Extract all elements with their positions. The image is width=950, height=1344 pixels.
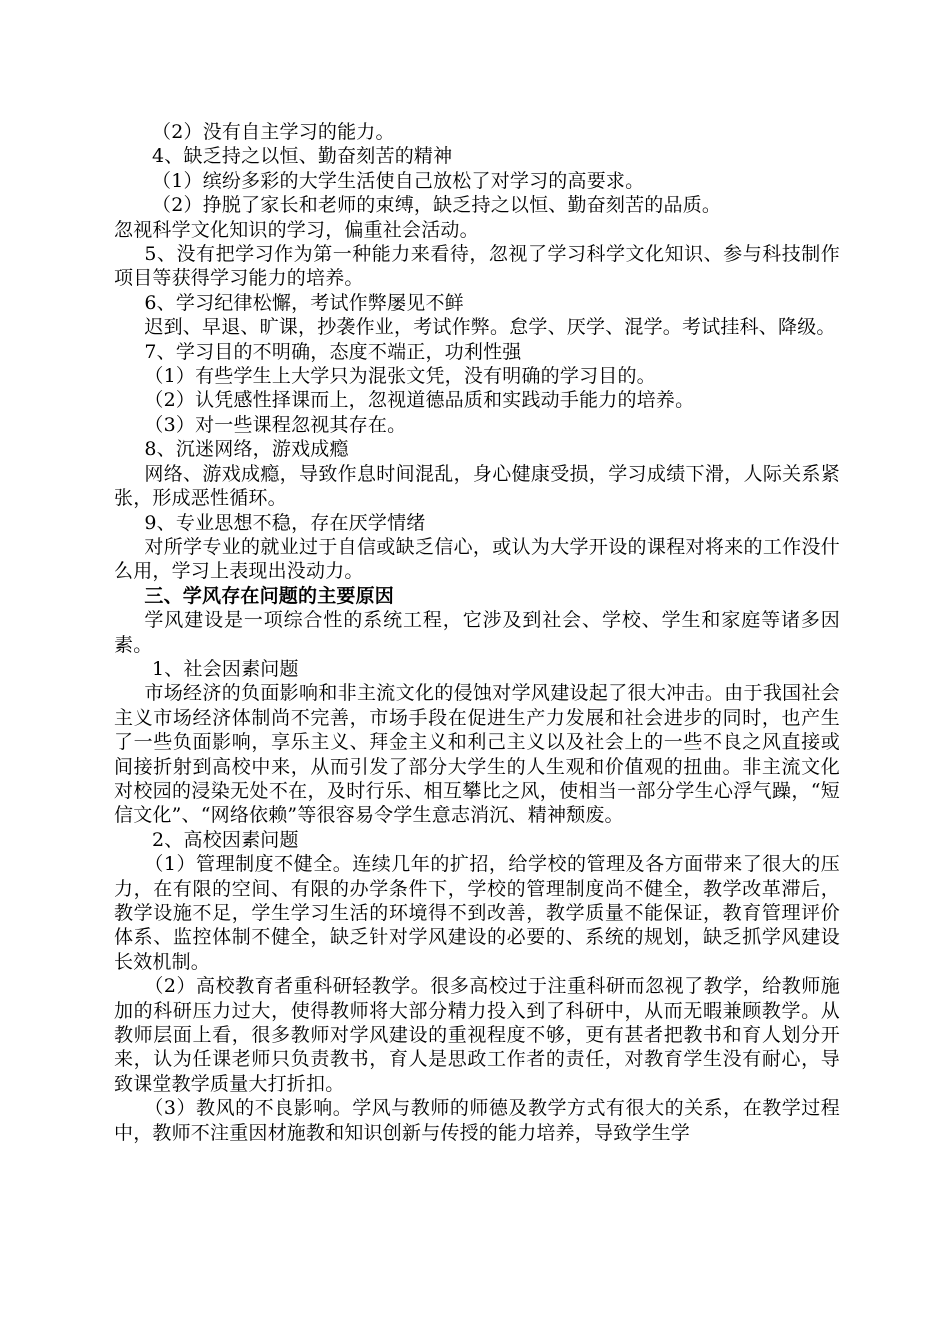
paragraph: （2）没有自主学习的能力。 — [152, 121, 395, 143]
paragraph: 迟到、早退、旷课，抄袭作业，考试作弊。怠学、厌学、混学。考试挂科、降级。 — [144, 316, 836, 339]
paragraph: （2）高校教育者重科研轻教学。很多高校过于注重科研而忽视了教学，给教师施加的科研压力过大，使得教师将大部分精力投入到了科研中，从而无暇兼顾教学。从教师层面上看，很多教师对学风建设的重视程度不够，更有甚者把教书和育人划分开来，认为任课老师只负责教书，育人是思政工作者的责任，对教育学生没有耐心，导致课堂教学质量大打折扣。 — [114, 975, 840, 1095]
section-item-9: 9、专业思想不稳，存在厌学情绪 — [144, 511, 426, 534]
section-item-5: 5、没有把学习作为第一种能力来看待，忽视了学习科学文化知识、参与科技制作项目等获得学习能力的培养。 — [114, 243, 840, 290]
paragraph: （1）缤纷多彩的大学生活使自己放松了对学习的高要求。 — [152, 169, 645, 192]
section-item-4: 4、缺乏持之以恒、勤奋刻苦的精神 — [152, 145, 453, 168]
paragraph: 忽视科学文化知识的学习，偏重社会活动。 — [114, 218, 479, 241]
section-item-8: 8、沉迷网络，游戏成瘾 — [144, 438, 349, 461]
paragraph: （2）挣脱了家长和老师的束缚，缺乏持之以恒、勤奋刻苦的品质。 — [152, 194, 722, 217]
paragraph: （2）认凭感性择课而上，忽视道德品质和实践动手能力的培养。 — [144, 389, 695, 412]
paragraph: （3）对一些课程忽视其存在。 — [144, 413, 407, 436]
section-heading: 三、学风存在问题的主要原因 — [144, 584, 394, 607]
section-item-7: 7、学习目的不明确，态度不端正，功利性强 — [144, 340, 522, 363]
document-page — [114, 120, 840, 1145]
subsection-heading-social: 1、社会因素问题 — [152, 657, 299, 680]
paragraph: （1）管理制度不健全。连续几年的扩招，给学校的管理及各方面带来了很大的压力，在有限的空间、有限的办学条件下，学校的管理制度尚不健全，教学改革滞后，教学设施不足，学生学习生活的环境得不到改善，教学质量不能保证，教育管理评价体系、监控体制不健全，缺乏针对学风建设的必要的、系统的规划，缺乏抓学风建设长效机制。 — [114, 853, 840, 973]
paragraph: 学风建设是一项综合性的系统工程，它涉及到社会、学校、学生和家庭等诸多因素。 — [114, 609, 840, 656]
section-item-6: 6、学习纪律松懈，考试作弊屡见不鲜 — [144, 291, 464, 314]
paragraph: 网络、游戏成瘾，导致作息时间混乱，身心健康受损，学习成绩下滑，人际关系紧张，形成恶性循环。 — [114, 462, 840, 510]
paragraph: 市场经济的负面影响和非主流文化的侵蚀对学风建设起了很大冲击。由于我国社会主义市场经济体制尚不完善，市场手段在促进生产力发展和社会进步的同时，也产生了一些负面影响，享乐主义、拜金主义和利己主义以及社会上的一些不良之风直接或间接折射到高校中来，从而引发了部分大学生的人生观和价值观的扭曲。非主流文化对校园的浸染无处不在，及时行乐、相互攀比之风，使相当一部分学生心浮气躁，“短信文化”、“网络依赖”等很容易令学生意志消沉、精神颓废。 — [114, 682, 840, 827]
paragraph: （3）教风的不良影响。学风与教师的师德及教学方式有很大的关系，在教学过程中，教师不注重因材施教和知识创新与传授的能力培养，导致学生学 — [114, 1097, 840, 1144]
paragraph: （1）有些学生上大学只为混张文凭，没有明确的学习目的。 — [144, 365, 656, 388]
paragraph: 对所学专业的就业过于自信或缺乏信心，或认为大学开设的课程对将来的工作没什么用，学习上表现出没动力。 — [114, 535, 840, 583]
subsection-heading-university: 2、高校因素问题 — [152, 828, 299, 851]
